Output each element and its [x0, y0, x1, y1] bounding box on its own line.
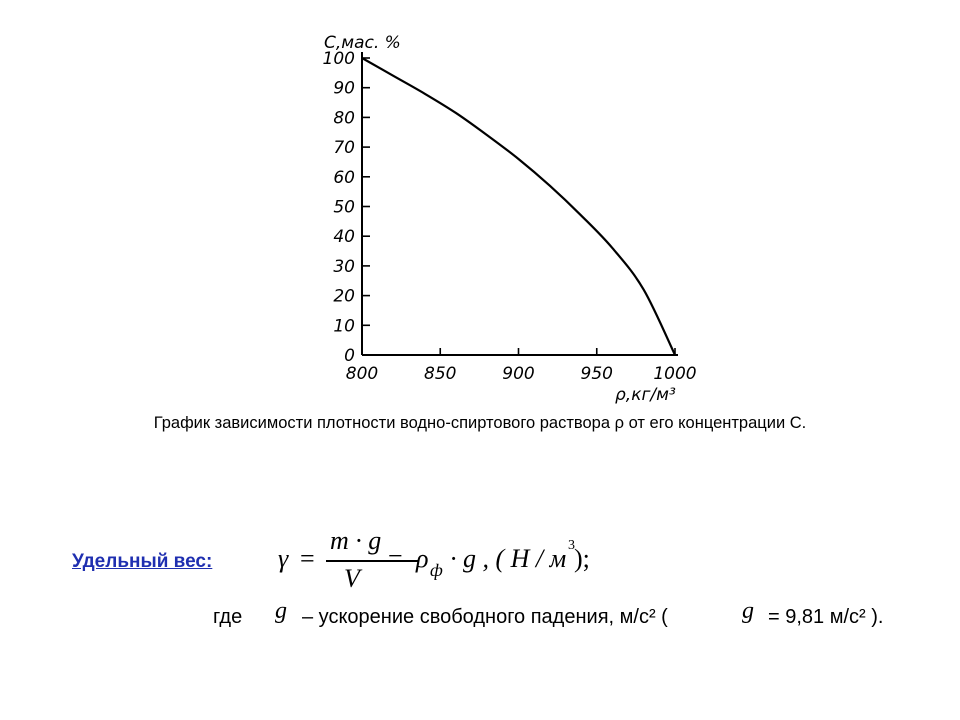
where-prefix: где: [213, 606, 243, 628]
x-axis-label: ρ,кг/м³: [615, 385, 676, 405]
y-tick-label: 80: [333, 108, 355, 129]
density-curve: [362, 58, 675, 355]
formula-gamma: γ: [278, 544, 289, 573]
y-tick-label: 90: [333, 78, 355, 99]
where-text: – ускорение свободного падения, м/с² (: [302, 606, 668, 628]
formula-rest: · g , ( H / м: [450, 544, 567, 573]
formula-close: );: [574, 544, 590, 573]
where-text-2: = 9,81 м/с² ).: [768, 606, 884, 628]
y-tick-label: 70: [333, 138, 355, 159]
g-symbol-2: g: [742, 598, 754, 624]
formula-rho-subscript: ф: [430, 560, 443, 580]
x-tick-label: 850: [424, 364, 457, 384]
y-tick-label: 0: [344, 346, 355, 366]
formula-numerator: m · g: [330, 526, 382, 555]
specific-weight-label: Удельный вес:: [72, 551, 213, 572]
y-tick-label: 10: [333, 316, 355, 337]
where-line: [213, 606, 242, 629]
y-axis-label: С,мас. %: [324, 33, 401, 53]
y-tick-label: 100: [322, 49, 355, 69]
x-tick-label: 900: [502, 364, 535, 384]
x-tick-label: 950: [580, 364, 613, 384]
formula-power: 3: [568, 538, 575, 553]
specific-weight-formula: [278, 524, 618, 594]
y-tick-label: 50: [333, 197, 355, 218]
y-tick-label: 40: [333, 227, 355, 248]
formula-rho: ρ: [416, 544, 429, 573]
formula-denominator: V: [344, 564, 360, 593]
x-tick-label: 1000: [653, 364, 697, 384]
formula-equals-1: =: [300, 544, 315, 573]
fraction-bar: [326, 560, 418, 562]
g-symbol: g: [275, 598, 287, 624]
y-tick-label: 30: [333, 256, 355, 277]
chart-caption: График зависимости плотности водно-спиртового раствора ρ от его концентрации С.: [153, 414, 807, 432]
x-tick-label: 800: [345, 364, 379, 384]
y-tick-label: 60: [333, 167, 355, 188]
formula-equals-2: =: [388, 544, 403, 573]
y-tick-label: 20: [333, 286, 355, 307]
